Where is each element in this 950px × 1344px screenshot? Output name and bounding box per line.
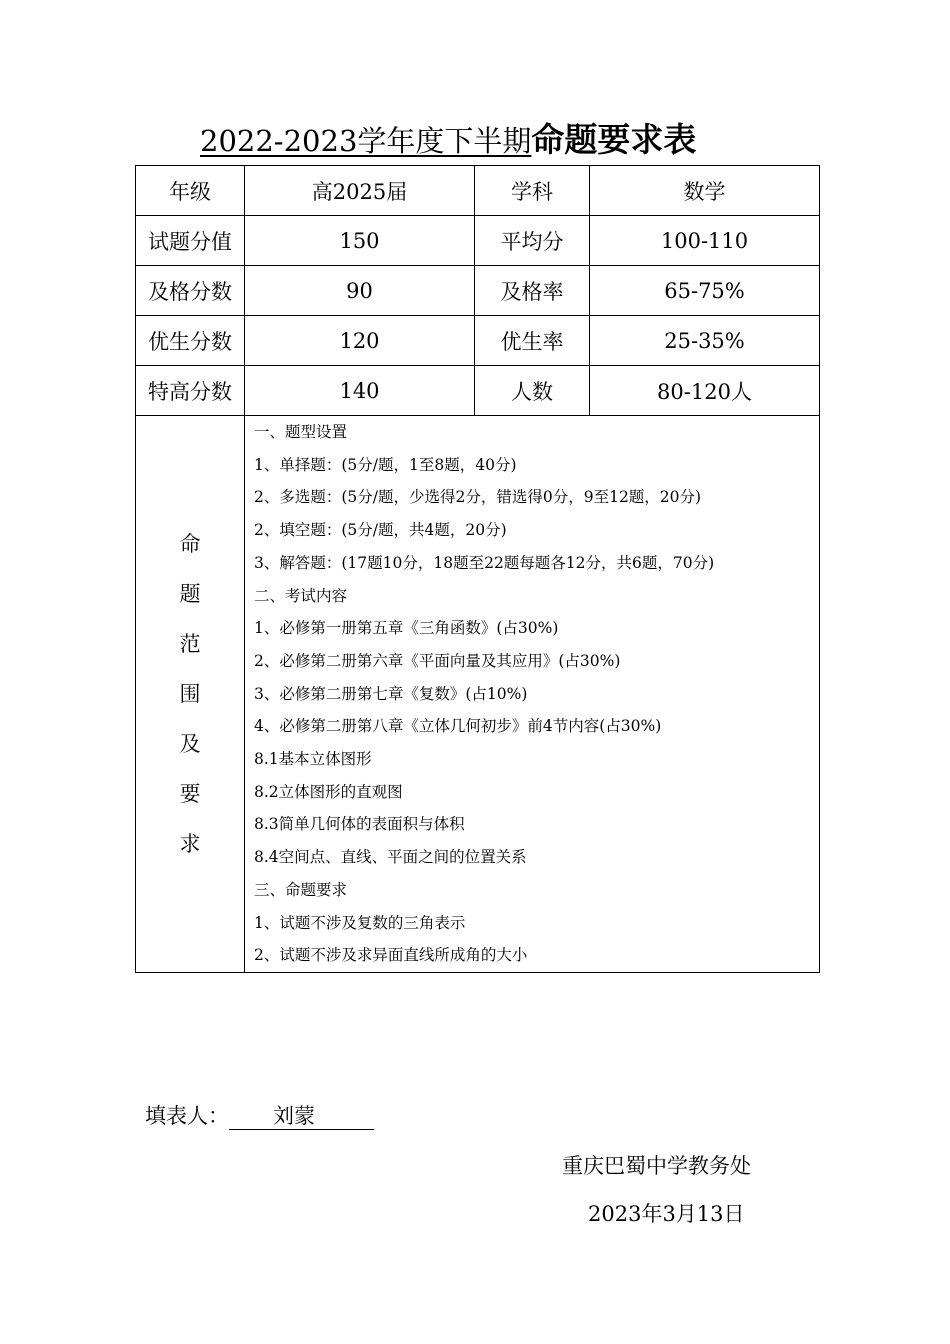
title-term: 2022-2023学年度下半期 xyxy=(200,124,532,158)
filler-label: 填表人： xyxy=(145,1104,229,1128)
row-label: 及格率 xyxy=(475,266,590,316)
row-value: 25-35% xyxy=(590,316,820,366)
scope-line: 2、多选题：(5分/题，少选得2分，错选得0分，9至12题，20分) xyxy=(254,488,702,507)
scope-line: 一、题型设置 xyxy=(254,423,348,441)
row-value: 100-110 xyxy=(590,216,820,266)
row-label: 年级 xyxy=(136,166,245,216)
row-label: 试题分值 xyxy=(136,216,245,266)
table-row xyxy=(136,216,820,266)
scope-line: 8.2立体图形的直观图 xyxy=(254,782,403,801)
filler-name: 刘蒙 xyxy=(229,1103,374,1130)
row-value: 150 xyxy=(245,216,475,266)
row-label: 平均分 xyxy=(475,216,590,266)
row-label: 及格分数 xyxy=(136,266,245,316)
scope-line: 二、考试内容 xyxy=(254,586,348,605)
scope-line: 三、命题要求 xyxy=(254,880,348,899)
scope-line: 1、单择题：(5分/题，1至8题，40分) xyxy=(254,455,517,474)
scope-line: 8.3简单几何体的表面积与体积 xyxy=(254,815,465,834)
table-row xyxy=(136,366,820,416)
row-label: 优生分数 xyxy=(136,316,245,366)
scope-label-char: 范 xyxy=(179,631,201,656)
scope-lines xyxy=(254,416,819,972)
row-value: 140 xyxy=(245,366,475,416)
scope-line: 2、填空题：(5分/题，共4题，20分) xyxy=(254,521,507,540)
scope-vertical-label xyxy=(136,519,244,869)
scope-label-char: 命 xyxy=(179,531,201,556)
scope-content-cell xyxy=(245,416,820,973)
row-value: 90 xyxy=(245,266,475,316)
scope-label-char: 及 xyxy=(179,731,201,756)
row-label: 学科 xyxy=(475,166,590,216)
scope-line: 8.4空间点、直线、平面之间的位置关系 xyxy=(254,848,527,867)
scope-line: 1、必修第一册第五章《三角函数》(占30%) xyxy=(254,619,559,638)
scope-label-char: 求 xyxy=(179,831,201,856)
requirements-table xyxy=(135,165,820,973)
table-row xyxy=(136,316,820,366)
row-value: 65-75% xyxy=(590,266,820,316)
row-value: 数学 xyxy=(590,166,820,216)
table-row xyxy=(136,266,820,316)
scope-line: 8.1基本立体图形 xyxy=(254,750,372,769)
scope-label-char: 题 xyxy=(179,581,201,606)
issue-date: 2023年3月13日 xyxy=(588,1202,745,1226)
scope-label-char: 围 xyxy=(179,681,201,706)
row-value: 120 xyxy=(245,316,475,366)
page-title xyxy=(200,118,696,163)
table-row xyxy=(136,166,820,216)
scope-line: 4、必修第二册第八章《立体几何初步》前4节内容(占30%) xyxy=(254,717,662,736)
organization: 重庆巴蜀中学教务处 xyxy=(562,1154,751,1178)
scope-line: 1、试题不涉及复数的三角表示 xyxy=(254,913,466,932)
scope-line: 3、解答题：(17题10分，18题至22题每题各12分，共6题，70分) xyxy=(254,553,715,572)
scope-label-cell xyxy=(136,416,245,973)
filler-line xyxy=(145,1100,374,1130)
scope-row xyxy=(136,416,820,973)
row-label: 优生率 xyxy=(475,316,590,366)
row-value: 高2025届 xyxy=(245,166,475,216)
row-label: 人数 xyxy=(475,366,590,416)
scope-label-char: 要 xyxy=(179,781,201,806)
scope-line: 2、试题不涉及求异面直线所成角的大小 xyxy=(254,946,528,965)
scope-line: 2、必修第二册第六章《平面向量及其应用》(占30%) xyxy=(254,651,621,670)
title-main: 命题要求表 xyxy=(531,120,697,159)
row-label: 特高分数 xyxy=(136,366,245,416)
scope-line: 3、必修第二册第七章《复数》(占10%) xyxy=(254,684,528,703)
row-value: 80-120人 xyxy=(590,366,820,416)
